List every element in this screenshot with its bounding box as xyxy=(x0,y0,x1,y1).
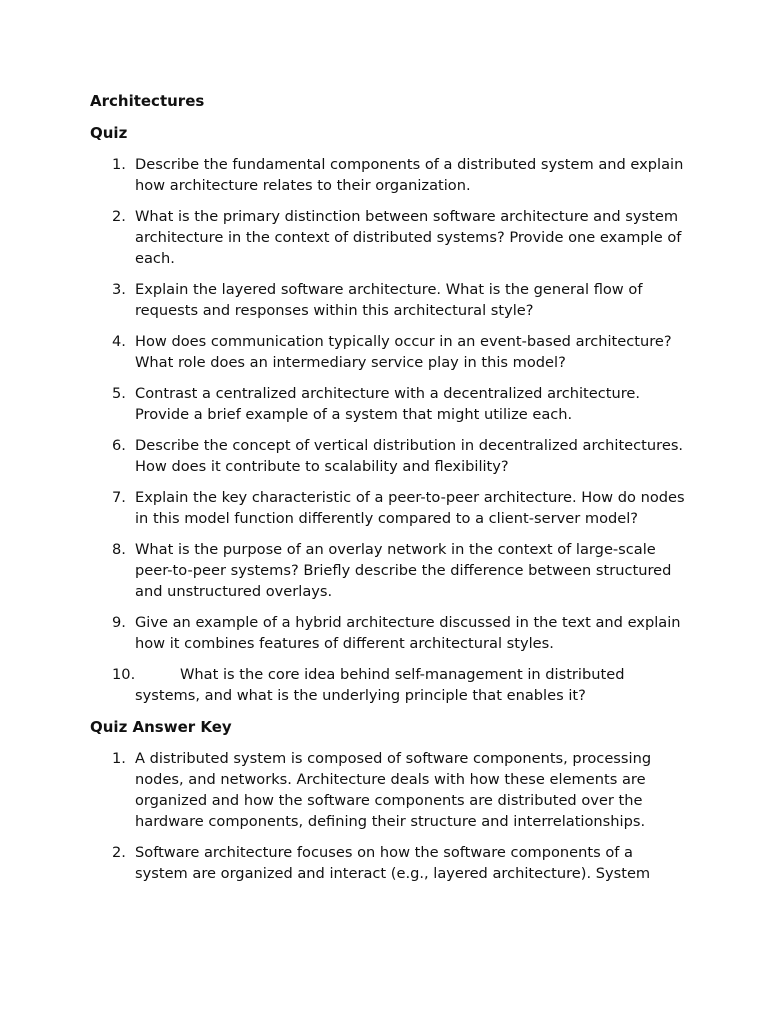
quiz-question xyxy=(90,664,690,706)
quiz-question xyxy=(90,612,690,654)
quiz-question xyxy=(90,154,690,196)
quiz-question-list xyxy=(90,154,690,706)
document-page xyxy=(90,90,690,894)
quiz-question xyxy=(90,487,690,529)
document-title: Architectures xyxy=(90,92,205,110)
quiz-question xyxy=(90,539,690,602)
quiz-question xyxy=(90,331,690,373)
answer-item xyxy=(90,842,690,884)
question-number: 2. xyxy=(112,208,126,225)
answer-list xyxy=(90,748,690,884)
question-text: Explain the layered software architecture. What is the general flow of requests and responses within this architectural style? xyxy=(135,281,643,319)
question-text: Describe the concept of vertical distribution in decentralized architectures. How does it contribute to scalability and flexibility? xyxy=(135,437,684,475)
answer-key-heading: Quiz Answer Key xyxy=(90,718,232,736)
question-text: How does communication typically occur in an event-based architecture? What role does an intermediary service play in this model? xyxy=(135,333,672,371)
answer-item xyxy=(90,748,690,832)
quiz-question xyxy=(90,279,690,321)
question-number: 9. xyxy=(112,614,126,631)
question-number: 10. xyxy=(112,666,136,683)
question-number: 7. xyxy=(112,489,126,506)
answer-number: 1. xyxy=(112,750,126,767)
question-text: Give an example of a hybrid architecture discussed in the text and explain how it combines features of different architectural styles. xyxy=(135,614,681,652)
question-text: Explain the key characteristic of a peer-to-peer architecture. How do nodes in this model function differently compared to a client-server model? xyxy=(135,489,685,527)
question-number: 8. xyxy=(112,541,126,558)
answer-number: 2. xyxy=(112,844,126,861)
answer-text: Software architecture focuses on how the software components of a system are organized and interact (e.g., layered architecture). System xyxy=(135,844,651,882)
question-text: Contrast a centralized architecture with a decentralized architecture. Provide a brief example of a system that might utilize each. xyxy=(135,385,641,423)
quiz-question xyxy=(90,435,690,477)
quiz-question xyxy=(90,383,690,425)
question-text: What is the purpose of an overlay network in the context of large-scale peer-to-peer systems? Briefly describe the difference between structured and unstructured overlays. xyxy=(135,541,672,600)
question-number: 4. xyxy=(112,333,126,350)
question-text: Describe the fundamental components of a distributed system and explain how architecture relates to their organization. xyxy=(135,156,684,194)
question-number: 3. xyxy=(112,281,126,298)
question-number: 5. xyxy=(112,385,126,402)
question-text: What is the core idea behind self-management in distributed systems, and what is the underlying principle that enables it? xyxy=(135,666,625,704)
question-number: 1. xyxy=(112,156,126,173)
answer-text: A distributed system is composed of software components, processing nodes, and networks. Architecture deals with how these elements are organized and how the software components are distributed over the hardware components, defining their structure and interrelationships. xyxy=(135,750,652,830)
question-text: What is the primary distinction between software architecture and system architecture in the context of distributed systems? Provide one example of each. xyxy=(135,208,682,267)
question-number: 6. xyxy=(112,437,126,454)
quiz-question xyxy=(90,206,690,269)
quiz-heading: Quiz xyxy=(90,124,128,142)
